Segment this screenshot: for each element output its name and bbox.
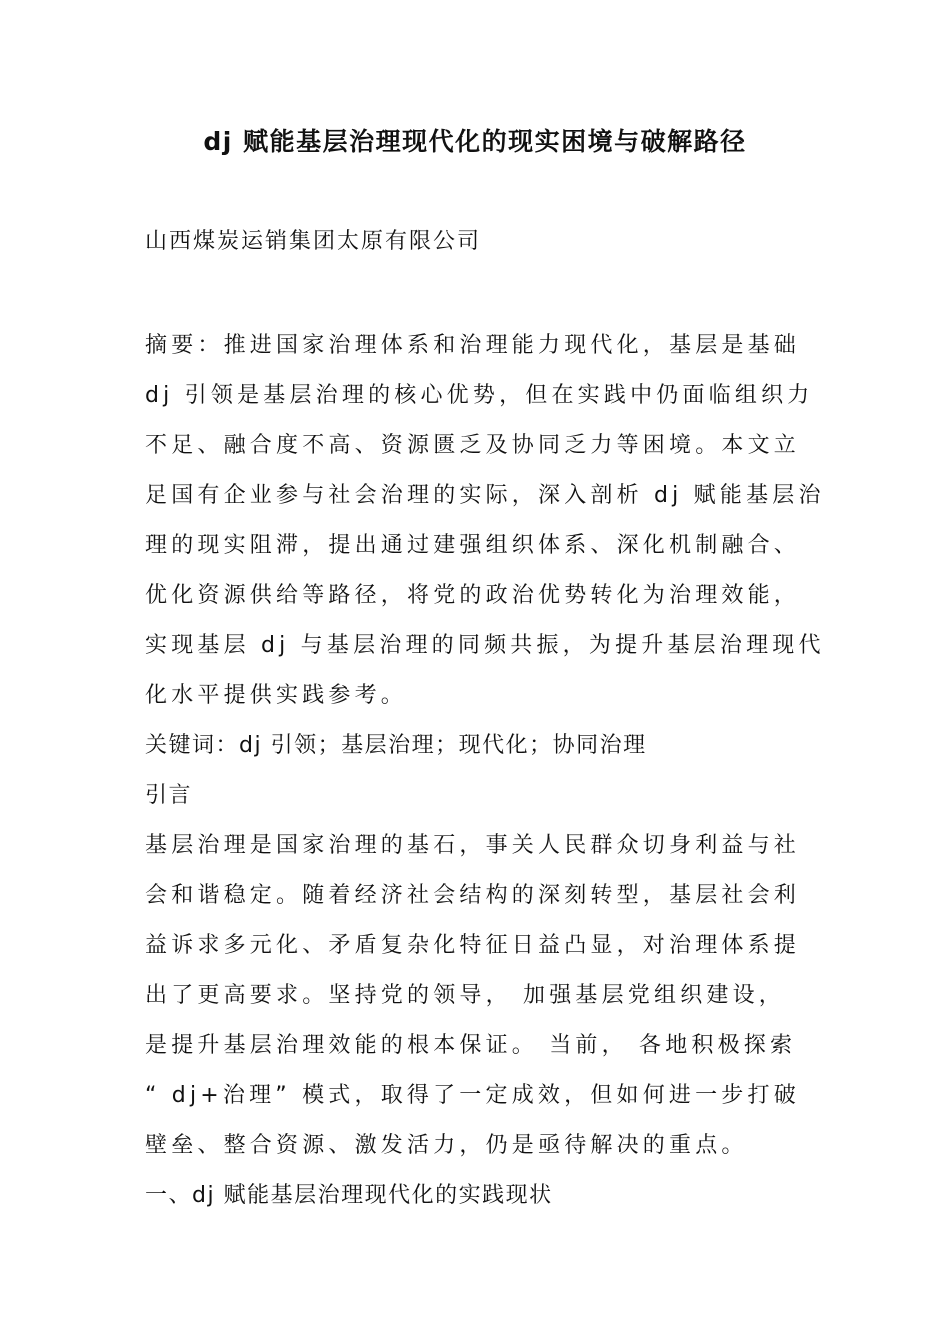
intro-line: 壁垒、整合资源、激发活力，仍是亟待解决的重点。	[145, 1133, 748, 1158]
intro-line: 基层治理是国家治理的基石，事关人民群众切身利益与社	[145, 833, 801, 858]
abstract-line: 化水平提供实践参考。	[145, 683, 408, 708]
abstract-line: 不足、融合度不高、资源匮乏及协同乏力等困境。本文立	[145, 433, 801, 458]
abstract-line: 优化资源供给等路径，将党的政治优势转化为治理效能，	[145, 583, 801, 608]
abstract-paragraph	[145, 321, 825, 721]
abstract-line: 理的现实阻滞，提出通过建强组织体系、深化机制融合、	[145, 533, 801, 558]
section-1-heading: 一、dj 赋能基层治理现代化的实践现状	[145, 1183, 553, 1208]
intro-paragraph	[145, 821, 805, 1171]
keywords-line: 关键词：dj 引领；基层治理；现代化；协同治理	[145, 733, 647, 758]
intro-heading: 引言	[145, 783, 193, 808]
intro-line: 益诉求多元化、矛盾复杂化特征日益凸显，对治理体系提	[145, 933, 801, 958]
intro-line: 出了更高要求。坚持党的领导， 加强基层党组织建设，	[145, 983, 785, 1008]
abstract-line: 足国有企业参与社会治理的实际，深入剖析 dj 赋能基层治	[145, 483, 825, 508]
intro-line: “ dj+治理” 模式，取得了一定成效，但如何进一步打破	[145, 1083, 800, 1108]
document-body	[145, 321, 825, 1221]
abstract-line: 摘要：推进国家治理体系和治理能力现代化，基层是基础	[145, 333, 801, 358]
intro-line: 是提升基层治理效能的根本保证。 当前， 各地积极探索	[145, 1033, 797, 1058]
document-title: dj 赋能基层治理现代化的现实困境与破解路径	[203, 127, 747, 156]
abstract-line: 实现基层 dj 与基层治理的同频共振，为提升基层治理现代	[145, 633, 825, 658]
intro-line: 会和谐稳定。随着经济社会结构的深刻转型，基层社会利	[145, 883, 801, 908]
abstract-line: dj 引领是基层治理的核心优势，但在实践中仍面临组织力	[145, 383, 814, 408]
organization-name: 山西煤炭运销集团太原有限公司	[145, 229, 482, 254]
